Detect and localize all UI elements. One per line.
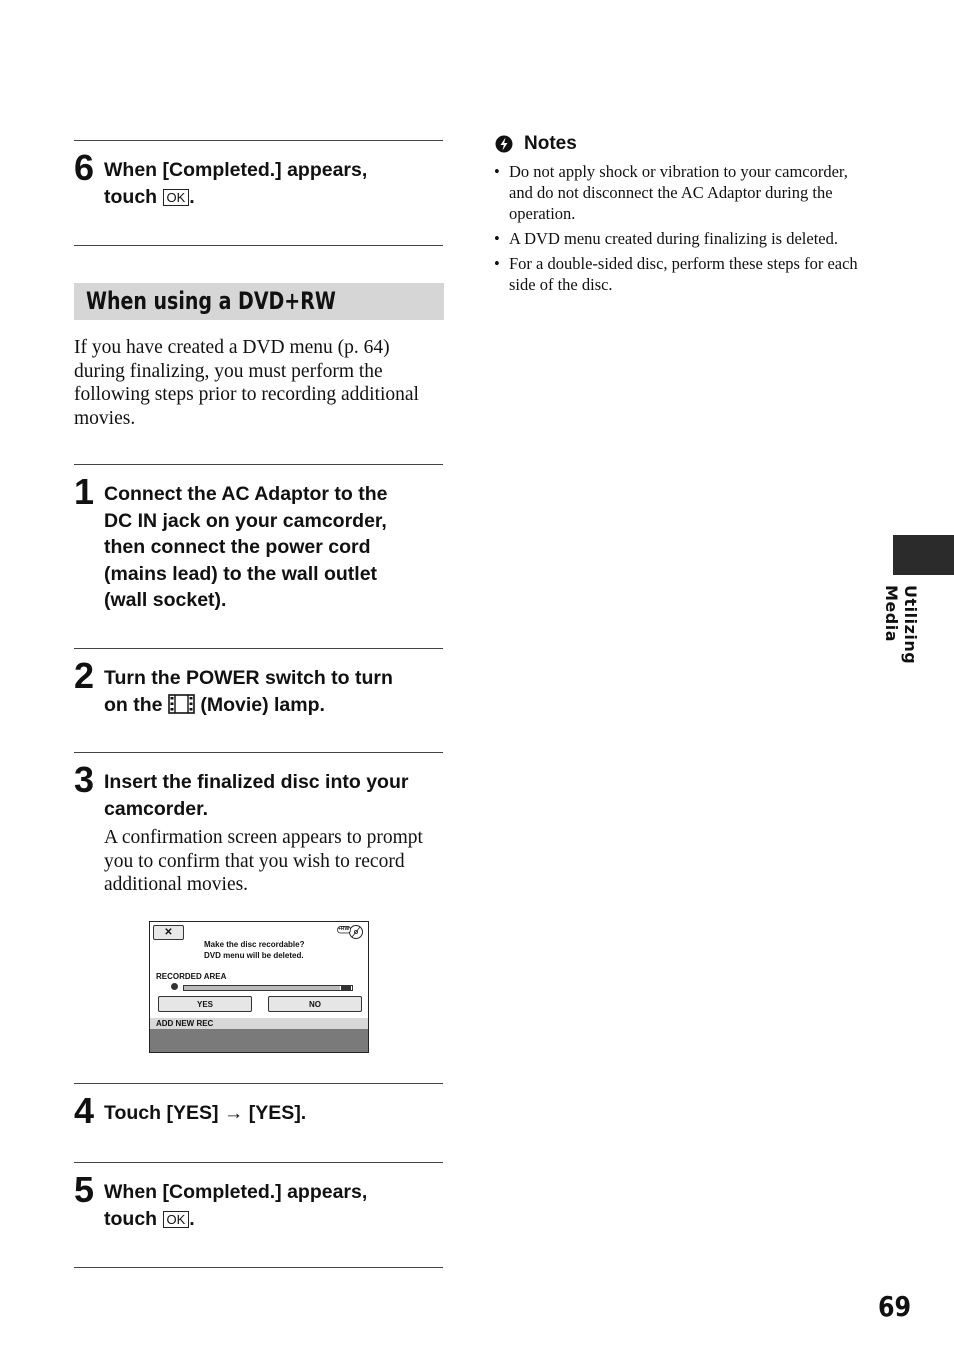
step-title-line: Turn the POWER switch to turn xyxy=(104,667,393,689)
recorded-area-bar xyxy=(183,985,353,991)
step-title: Insert the finalized disc into your camcorder. xyxy=(104,771,409,820)
step-title xyxy=(104,658,446,721)
movie-icon xyxy=(168,694,195,722)
notes-heading xyxy=(494,131,874,157)
note-item: • For a double-sided disc, perform these steps for each side of the disc. xyxy=(494,253,874,295)
divider xyxy=(74,1162,443,1163)
note-item: • Do not apply shock or vibration to your camcorder, and do not disconnect the AC Adaptor during the operation. xyxy=(494,161,874,224)
punctuation: . xyxy=(189,1207,195,1230)
divider xyxy=(74,140,443,141)
step-title xyxy=(104,1172,446,1232)
divider xyxy=(74,1267,443,1268)
notes-icon xyxy=(494,134,514,154)
notes-section xyxy=(494,131,874,299)
disc-badge: +RW xyxy=(338,926,350,932)
section-heading-bar xyxy=(74,283,444,320)
step-title-line: When [Completed.] appears, xyxy=(104,159,368,181)
step-title-line: Connect the AC Adaptor to the xyxy=(104,483,388,505)
dvd-rw-disc-icon xyxy=(337,924,363,940)
note-item: • A DVD menu created during finalizing is deleted. xyxy=(494,228,874,249)
screen-message-line: Make the disc recordable? xyxy=(204,940,305,949)
step-title-line: (mains lead) to the wall outlet xyxy=(104,562,378,585)
step-title: Touch [YES] → [YES]. xyxy=(104,1102,307,1124)
step-title-line: When [Completed.] appears, xyxy=(104,1181,368,1203)
step-2 xyxy=(74,655,446,721)
divider xyxy=(74,752,443,753)
camcorder-screen xyxy=(149,921,369,1053)
page-number: 69 xyxy=(878,1290,912,1323)
step-number: 1 xyxy=(74,471,95,512)
step-title-line: (wall socket). xyxy=(104,589,227,611)
ok-button-label: OK xyxy=(163,1211,190,1228)
screen-bottom-bar xyxy=(150,1029,368,1052)
yes-button[interactable]: YES xyxy=(158,996,252,1012)
step-title-line: touch xyxy=(104,1207,163,1230)
punctuation: . xyxy=(189,185,195,208)
step-6 xyxy=(74,147,446,210)
divider xyxy=(74,648,443,649)
divider xyxy=(74,1083,443,1084)
step-number: 3 xyxy=(74,759,95,800)
screen-message-line: DVD menu will be deleted. xyxy=(204,950,304,960)
disc-icon xyxy=(171,983,178,990)
ok-button-label: OK xyxy=(163,189,190,206)
step-1 xyxy=(74,471,446,614)
close-button[interactable] xyxy=(153,925,184,940)
divider xyxy=(74,464,443,465)
screen-status: ADD NEW REC xyxy=(150,1018,368,1029)
step-title-line: touch xyxy=(104,185,163,208)
step-title-line: then connect the power cord xyxy=(104,536,371,558)
step-3 xyxy=(74,759,446,897)
step-title-line: DC IN jack on your camcorder, xyxy=(104,509,387,532)
screen-message xyxy=(204,940,304,961)
step-title xyxy=(104,474,446,614)
step-4 xyxy=(74,1090,446,1131)
notes-list xyxy=(494,161,874,295)
step-title xyxy=(104,150,446,210)
divider xyxy=(74,245,443,246)
step-number: 6 xyxy=(74,147,95,188)
step-title-line: (Movie) lamp. xyxy=(194,693,325,716)
step-number: 2 xyxy=(74,655,95,696)
step-number: 4 xyxy=(74,1090,95,1131)
step-number: 5 xyxy=(74,1169,95,1210)
no-button[interactable]: NO xyxy=(268,996,362,1012)
recorded-area-end xyxy=(341,986,351,990)
section-heading: When using a DVD+RW xyxy=(86,287,336,315)
recorded-area-label: RECORDED AREA xyxy=(156,972,227,981)
step-5 xyxy=(74,1169,446,1232)
step-title-line: on the xyxy=(104,693,168,716)
step-body: A confirmation screen appears to prompt you to confirm that you wish to record additional movies. xyxy=(104,827,423,895)
section-intro: If you have created a DVD menu (p. 64) during finalizing, you must perform the following steps prior to recording additional movies. xyxy=(74,337,419,429)
chapter-tab xyxy=(893,535,954,575)
recorded-area-fill xyxy=(184,986,340,990)
close-icon: ✕ xyxy=(164,927,173,938)
chapter-label: Utilizing Media xyxy=(882,585,920,665)
notes-title: Notes xyxy=(524,133,577,154)
